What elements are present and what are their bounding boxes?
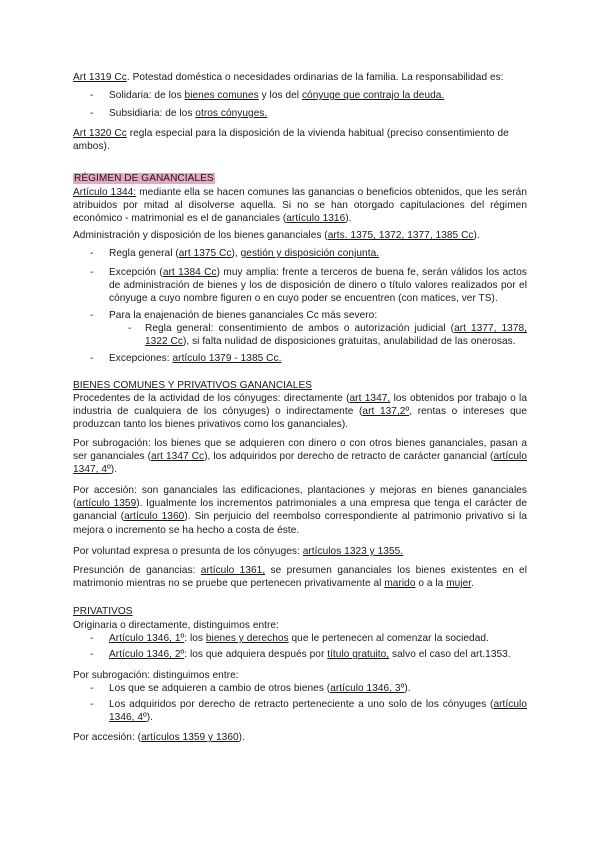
paragraph-subrogacion-privativos: Por subrogación: distinguimos entre: bbox=[73, 670, 239, 681]
list-item-retracto: - Los adquiridos por derecho de retracto perteneciente a uno solo de los cónyuges (artículo 1346, 4º). bbox=[90, 699, 527, 724]
paragraph-art1344: Artículo 1344: mediante ella se hacen comunes las ganancias o beneficios obtenidos, que les serán atribuidos por mitad al disolverse aquella. Si no se han otorgado capitulaciones del régimen económico - matrimonial es el de gananciales (artículo 1316). bbox=[73, 187, 527, 225]
sublist-item-regla-general: - Regla general: consentimiento de ambos o autorización judicial (art 1377, 1378, 1322 Cc), si falta nulidad de disposiciones gratuitas, anulabilidad de las onerosas. bbox=[128, 323, 527, 348]
list-item-solidaria: - Solidaria: de los bienes comunes y los del cónyuge que contrajo la deuda. bbox=[90, 90, 445, 101]
paragraph-art1320: Art 1320 Cc regla especial para la disposición de la vivienda habitual (preciso consentimiento de ambos). bbox=[73, 128, 509, 153]
paragraph-presuncion: Presunción de ganancias: artículo 1361, se presumen gananciales los bienes existentes en el matrimonio mientras no se pruebe que pertenecen privativamente al marido o a la mujer. bbox=[73, 565, 527, 590]
paragraph-voluntad: Por voluntad expresa o presunta de los cónyuges: artículos 1323 y 1355. bbox=[73, 546, 404, 557]
paragraph-administracion: Administración y disposición de los bienes gananciales (arts. 1375, 1372, 1377, 1385 Cc). bbox=[73, 230, 480, 241]
link-art1319: Art 1319 Cc bbox=[73, 72, 127, 83]
paragraph-art1319: Art 1319 Cc. Potestad doméstica o necesidades ordinarias de la familia. La responsabilidad es: bbox=[73, 72, 504, 83]
list-item-art1346-2: - Artículo 1346, 2º: los que adquiera después por título gratuito, salvo el caso del art.1353. bbox=[90, 649, 511, 660]
list-item-excepcion: - Excepción (art 1384 Cc) muy amplia: frente a terceros de buena fe, serán válidos los actos de administración de bienes y los de disposición de dinero o título valores realizados por el cónyuge a cuyo nombre figuren o en cuyo poder se encuentren (con matices, ver TS). bbox=[90, 267, 527, 305]
list-item-art1346-1: - Artículo 1346, 1º: los bienes y derechos que le pertenecen al comenzar la sociedad. bbox=[90, 633, 489, 644]
list-item-enajenacion: - Para la enajenación de bienes gananciales Cc más severo: bbox=[90, 310, 378, 321]
paragraph-accesion-privativos: Por accesión: (artículos 1359 y 1360). bbox=[73, 732, 245, 743]
list-item-subsidiaria: - Subsidiaria: de los otros cónyuges. bbox=[90, 108, 268, 119]
paragraph-originaria: Originaria o directamente, distinguimos entre: bbox=[73, 620, 279, 631]
section-heading-bienes: BIENES COMUNES Y PRIVATIVOS GANANCIALES bbox=[73, 380, 313, 391]
list-item-excepciones: - Excepciones: artículo 1379 - 1385 Cc. bbox=[90, 353, 282, 364]
bullet-dash: - bbox=[90, 108, 94, 119]
paragraph-accesion: Por accesión: son gananciales las edificaciones, plantaciones y mejoras en bienes gananciales (artículo 1359). Igualmente los incrementos patrimoniales a una empresa que tenga el carácter de ganancial (artículo 1360). Sin perjuicio del reembolso correspondiente al patrimonio privativo si la mejora o incremento se ha hecho a costa de éste. bbox=[73, 485, 527, 536]
section-heading-gananciales: RÉGIMEN DE GANANCIALES bbox=[74, 173, 214, 184]
paragraph-procedentes: Procedentes de la actividad de los cónyuges: directamente (art 1347, los obtenidos por trabajo o la industria de cualquiera de los cónyuges) o indirectamente (art 137,2º, rentas o intereses que produzcan tanto los bienes privativos como los gananciales). bbox=[73, 393, 528, 431]
section-heading-privativos: PRIVATIVOS bbox=[73, 606, 133, 617]
bullet-dash: - bbox=[90, 90, 94, 101]
list-item-cambio: - Los que se adquieren a cambio de otros bienes (artículo 1346, 3º). bbox=[90, 683, 411, 694]
list-item-regla-general: - Regla general (art 1375 Cc), gestión y disposición conjunta. bbox=[90, 248, 380, 259]
paragraph-subrogacion: Por subrogación: los bienes que se adquieren con dinero o con otros bienes gananciales, pasan a ser gananciales (art 1347 Cc), los adquiridos por derecho de retracto de carácter ganancial (artículo 1347, 4º). bbox=[73, 438, 527, 476]
